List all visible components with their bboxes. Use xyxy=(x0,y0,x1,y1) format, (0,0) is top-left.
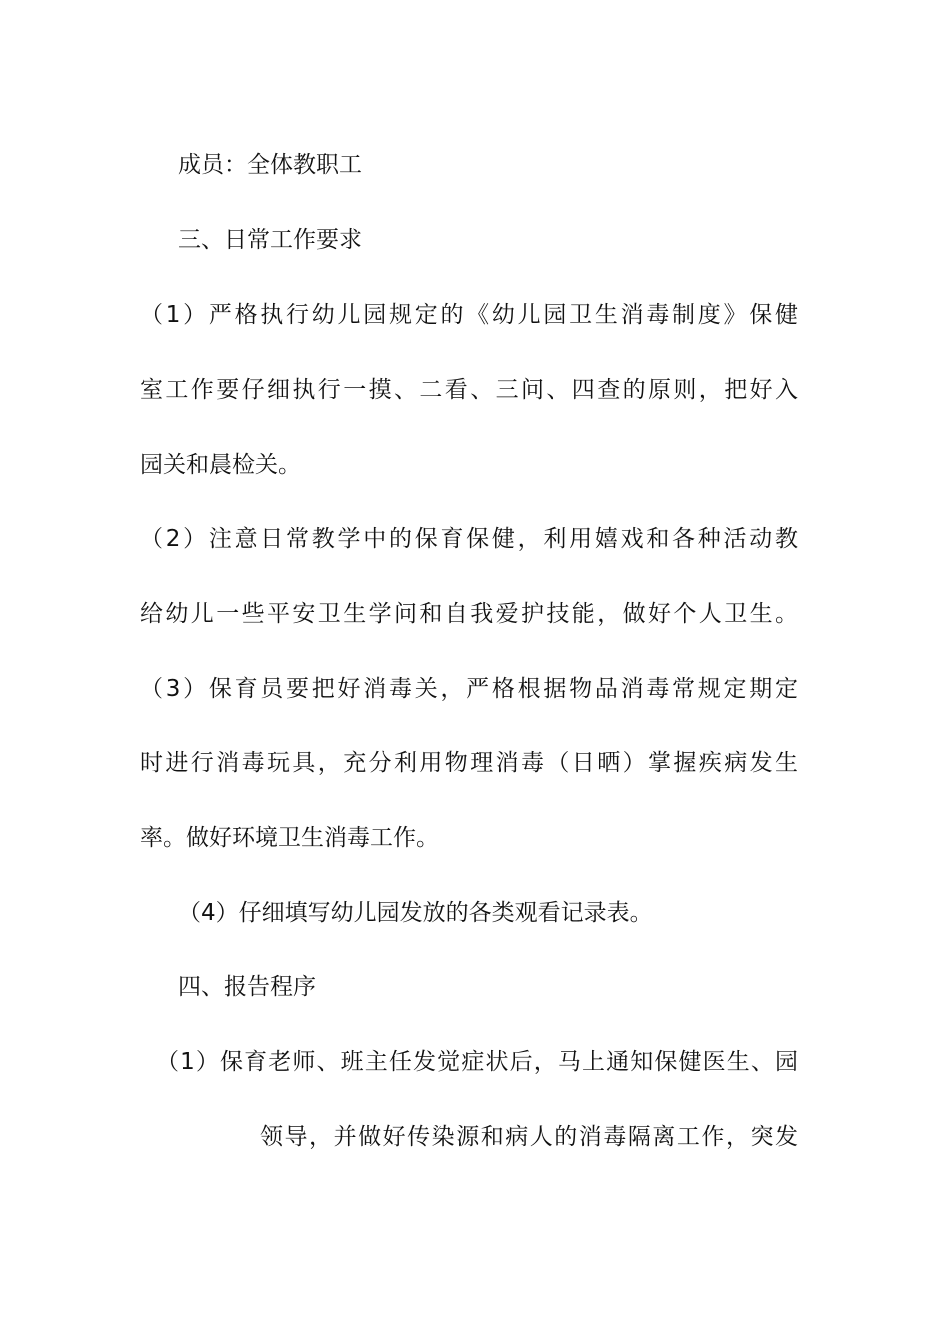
paragraph-line: （2）注意日常教学中的保育保健，利用嬉戏和各种活动教 xyxy=(140,526,798,552)
members-line: 成员：全体教职工 xyxy=(178,152,362,178)
paragraph-line: 室工作要仔细执行一摸、二看、三问、四查的原则，把好入 xyxy=(140,377,798,403)
paragraph-line: （4）仔细填写幼儿园发放的各类观看记录表。 xyxy=(178,900,653,926)
section-heading-reporting-procedure: 四、报告程序 xyxy=(178,974,316,1000)
section-heading-daily-requirements: 三、日常工作要求 xyxy=(178,227,362,253)
paragraph-line: 园关和晨检关。 xyxy=(140,452,301,478)
paragraph-line: （3）保育员要把好消毒关，严格根据物品消毒常规定期定 xyxy=(140,676,798,702)
paragraph-line: 领导，并做好传染源和病人的消毒隔离工作，突发 xyxy=(260,1124,798,1150)
paragraph-line: （1）保育老师、班主任发觉症状后，马上通知保健医生、园 xyxy=(156,1049,798,1075)
paragraph-line: 时进行消毒玩具，充分利用物理消毒（日晒）掌握疾病发生 xyxy=(140,750,798,776)
paragraph-line: （1）严格执行幼儿园规定的《幼儿园卫生消毒制度》保健 xyxy=(140,302,798,328)
paragraph-line: 给幼儿一些平安卫生学问和自我爱护技能，做好个人卫生。 xyxy=(140,601,798,627)
paragraph-line: 率。做好环境卫生消毒工作。 xyxy=(140,825,439,851)
